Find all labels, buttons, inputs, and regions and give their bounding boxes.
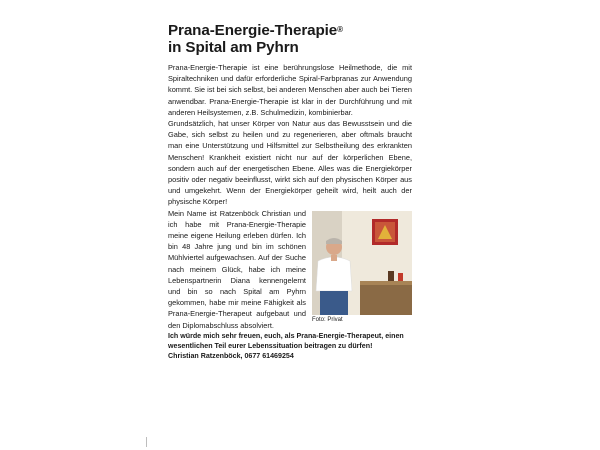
photo-caption: Foto: Privat — [312, 316, 343, 323]
portrait-illustration — [312, 211, 412, 315]
bio-block — [168, 208, 412, 361]
paragraph-healing: Grundsätzlich, hat unser Körper von Natur aus das Bewusstsein und die Gabe, sich selbst zu heilen und zu regenerieren, aber oftmals braucht man eine Unterstützung und Hilfsmittel zur Selbstheilung des erkrankten Menschen! Krankheit existiert nicht nur auf der körperlichen Ebene, sondern auch auf der energetischen Ebene. Alles was die Energiekörper positiv oder negativ beeinflusst, wirkt sich auf den physischen Körper aus und umgekehrt. Wenn der Energiekörper geheilt wird, heilt auch der physische Körper! — [168, 119, 412, 207]
portrait-photo — [312, 211, 412, 315]
article-title — [168, 22, 412, 56]
margin-mark — [146, 437, 147, 447]
registered-mark: ® — [337, 25, 343, 34]
title-line-2: in Spital am Pyhrn — [168, 39, 299, 56]
photo-figure — [312, 211, 412, 325]
paragraph-bio: Mein Name ist Ratzenböck Christian und ich habe mit Prana-Energie-Therapie meine eigene Heilung erleben dürfen. Ich bin 48 Jahre jung und bin im schönen Mühlviertel aufgewachsen. Auf der Suche nach meinem Glück, habe ich meine Lebenspartnerin Diana kennengelernt und bin so nach Spital am Pyhrn gekommen, habe mir meine Fähigkeit als Prana-Energie-Therapeut aufgebaut und den Diplomabschluss absolviert. — [168, 208, 306, 330]
paragraph-intro: Prana-Energie-Therapie ist eine berührungslose Heilmethode, die mit Spiraltechniken und dafür erforderliche Spiral-Farbpranas zur Anwendung kommt. Sie ist bei sich selbst, bei anderen Menschen aber auch bei Tieren anwendbar. Prana-Energie-Therapie ist klar in der Durchführung und mit anderen Heilsystemen, z.B. Schulmedizin, kombinierbar. — [168, 63, 412, 117]
closing-statement: Ich würde mich sehr freuen, euch, als Prana-Energie-Therapeut, einen wesentlichen Teil eurer Lebenssituation beitragen zu dürfen! — [168, 331, 404, 350]
article-body — [168, 62, 412, 361]
title-line-1: Prana-Energie-Therapie — [168, 22, 338, 39]
signature-contact: Christian Ratzenböck, 0677 61469254 — [168, 351, 294, 360]
article — [168, 22, 412, 361]
